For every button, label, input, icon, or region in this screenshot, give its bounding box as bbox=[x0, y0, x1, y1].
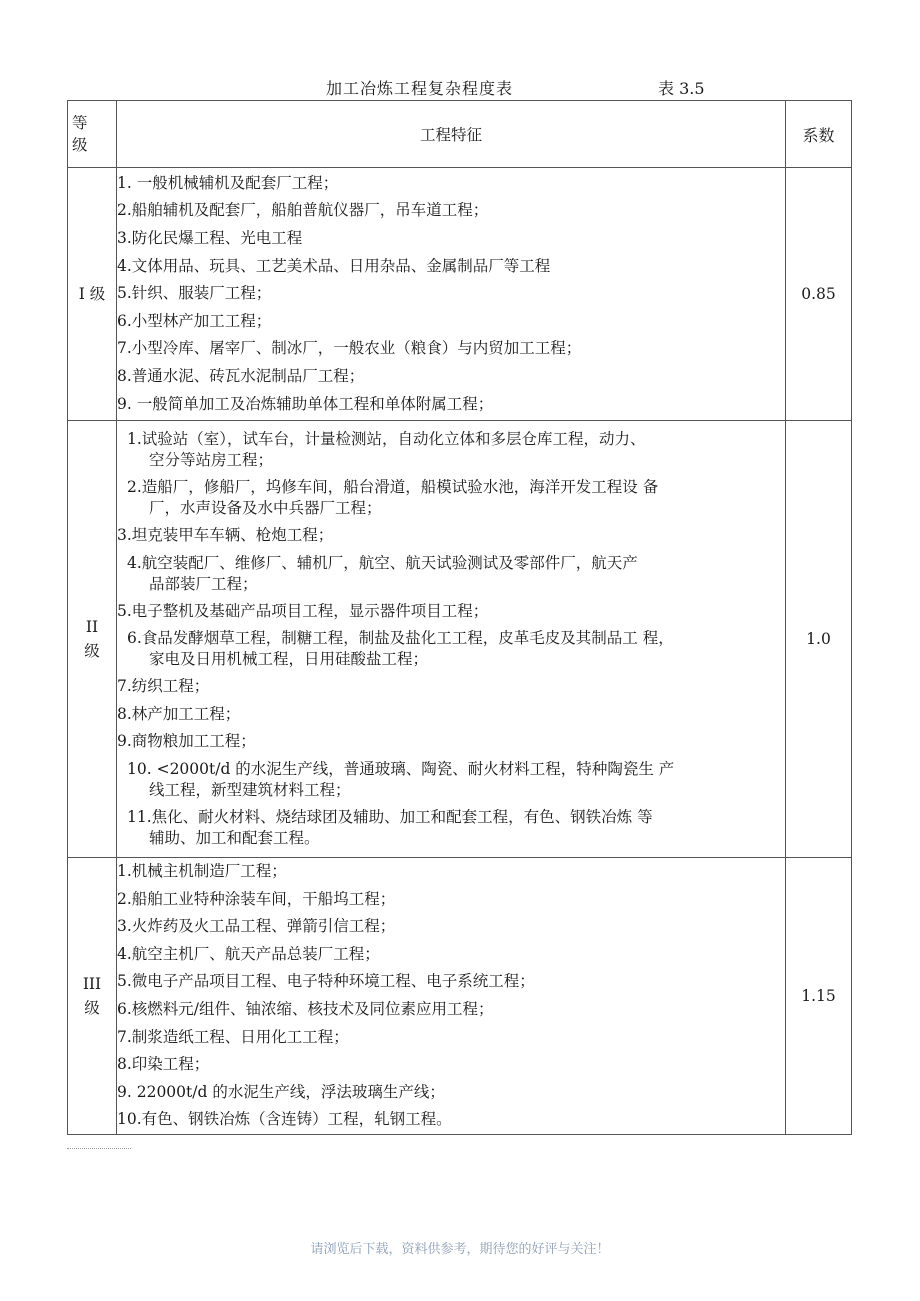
list-item: 5.微电子产品项目工程、电子特种环境工程、电子系统工程； bbox=[117, 972, 535, 991]
table-row bbox=[68, 858, 852, 1135]
list-item: 2.船舶辅机及配套厂，船舶普航仪器厂，吊车道工程； bbox=[117, 201, 489, 220]
list-item: 6.小型林产加工工程； bbox=[117, 311, 272, 330]
feature-cell bbox=[117, 168, 786, 421]
list-item: 3.火炸药及火工品工程、弹箭引信工程； bbox=[117, 917, 396, 936]
list-item: 10.有色、钢铁冶炼（含连铸）工程，轧钢工程。 bbox=[117, 1110, 452, 1129]
complexity-table bbox=[67, 100, 852, 1135]
feature-cell bbox=[117, 421, 786, 858]
header-grade: 等 级 bbox=[68, 101, 117, 168]
list-item bbox=[117, 426, 785, 474]
list-item: 7.制浆造纸工程、日用化工工程； bbox=[117, 1027, 349, 1046]
list-item-line: 6.食品发酵烟草工程，制糖工程，制盐及盐化工工程，皮革毛皮及其制品工 程， bbox=[127, 629, 674, 648]
list-item bbox=[117, 625, 785, 673]
list-item bbox=[117, 804, 785, 852]
list-item: 9.商物粮加工工程； bbox=[117, 732, 256, 751]
list-item-continuation: 家电及日用机械工程，日用硅酸盐工程； bbox=[149, 650, 429, 669]
list-item-continuation: 厂，水声设备及水中兵器厂工程； bbox=[149, 499, 382, 518]
list-item: 3.坦克装甲车车辆、枪炮工程； bbox=[117, 526, 334, 545]
list-item: 9. 22000t/d 的水泥生产线，浮法玻璃生产线； bbox=[117, 1082, 445, 1101]
header-feature: 工程特征 bbox=[117, 101, 786, 168]
list-item: 8.印染工程； bbox=[117, 1055, 210, 1074]
footer-note: 请浏览后下载，资料供参考，期待您的好评与关注！ bbox=[310, 1242, 610, 1257]
coef-cell: 1.15 bbox=[786, 858, 852, 1135]
list-item: 3.防化民爆工程、光电工程 bbox=[117, 229, 303, 248]
dotted-rule bbox=[67, 1148, 131, 1149]
list-item bbox=[117, 756, 785, 804]
list-item-continuation: 辅助、加工和配套工程。 bbox=[149, 828, 320, 847]
list-item: 9. 一般简单加工及冶炼辅助单体工程和单体附属工程； bbox=[117, 394, 494, 413]
list-item-line: 11.焦化、耐火材料、烧结球团及辅助、加工和配套工程，有色、钢铁冶炼 等 bbox=[127, 807, 653, 826]
table-row bbox=[68, 168, 852, 421]
list-item-line: 10. <2000t/d 的水泥生产线，普通玻璃、陶瓷、耐火材料工程，特种陶瓷生 产 bbox=[127, 759, 675, 778]
list-item: 8.林产加工工程； bbox=[117, 704, 241, 723]
list-item-continuation: 品部装厂工程； bbox=[149, 574, 258, 593]
header-row bbox=[68, 101, 852, 168]
list-item: 8.普通水泥、砖瓦水泥制品厂工程； bbox=[117, 366, 365, 385]
list-item: 4.航空主机厂、航天产品总装厂工程； bbox=[117, 944, 380, 963]
list-item-continuation: 线工程，新型建筑材料工程； bbox=[149, 780, 351, 799]
coef-cell: 1.0 bbox=[786, 421, 852, 858]
list-item-line: 4.航空装配厂、维修厂、辅机厂，航空、航天试验测试及零部件厂，航天产 bbox=[127, 553, 638, 572]
list-item: 7.纺织工程； bbox=[117, 677, 210, 696]
table-number: 表 3.5 bbox=[658, 79, 705, 98]
list-item-line: 2.造船厂，修船厂，坞修车间，船台滑道，船模试验水池，海洋开发工程设 备 bbox=[127, 478, 659, 497]
list-item: 2.船舶工业特种涂装车间，干船坞工程； bbox=[117, 889, 396, 908]
header-coef: 系数 bbox=[786, 101, 852, 168]
list-item-continuation: 空分等站房工程； bbox=[149, 451, 274, 470]
table-row bbox=[68, 421, 852, 858]
list-item: 7.小型冷库、屠宰厂、制冰厂，一般农业（粮食）与内贸加工工程； bbox=[117, 339, 582, 358]
title-row bbox=[0, 76, 920, 100]
list-item: 1. 一般机械辅机及配套厂工程； bbox=[117, 173, 339, 192]
feature-cell bbox=[117, 858, 786, 1135]
grade-cell: III 级 bbox=[68, 858, 117, 1135]
list-item bbox=[117, 474, 785, 522]
grade-cell: I 级 bbox=[68, 168, 117, 421]
list-item-line: 1.试验站（室），试车台，计量检测站，自动化立体和多层仓库工程，动力、 bbox=[127, 430, 646, 449]
list-item: 5.针织、服装厂工程； bbox=[117, 284, 272, 303]
list-item: 1.机械主机制造厂工程； bbox=[117, 862, 287, 880]
table-title: 加工冶炼工程复杂程度表 bbox=[326, 79, 514, 98]
list-item: 4.文体用品、玩具、工艺美术品、日用杂品、金属制品厂等工程 bbox=[117, 256, 551, 275]
list-item: 6.核燃料元/组件、铀浓缩、核技术及同位素应用工程； bbox=[117, 999, 494, 1018]
coef-cell: 0.85 bbox=[786, 168, 852, 421]
list-item: 5.电子整机及基础产品项目工程，显示器件项目工程； bbox=[117, 601, 489, 620]
list-item bbox=[117, 550, 785, 598]
grade-cell: II 级 bbox=[68, 421, 117, 858]
